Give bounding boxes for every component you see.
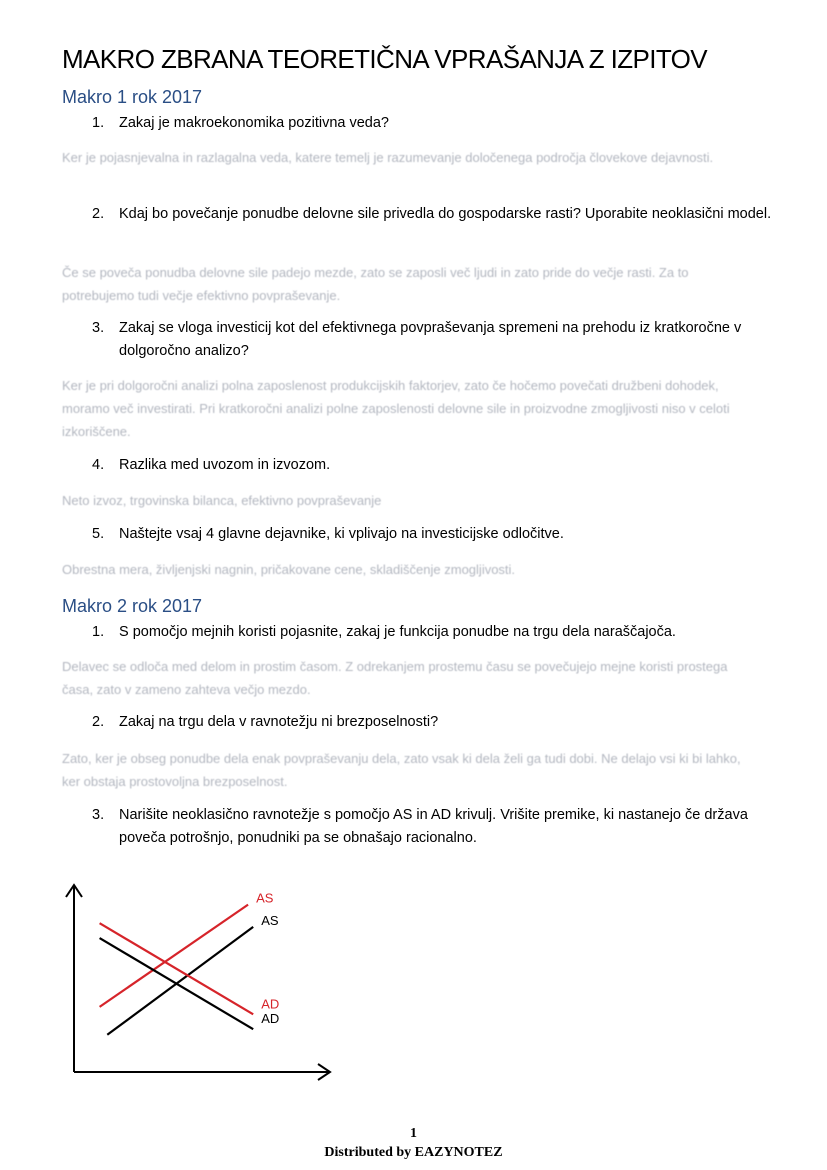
question-text: Naštejte vsaj 4 glavne dejavnike, ki vplivajo na investicijske odločitve. [119,526,564,542]
answer-text: Neto izvoz, trgovinska bilanca, efektivno povpraševanje [62,493,382,508]
question-text: Razlika med uvozom in izvozom. [119,457,331,473]
question-item [92,711,772,734]
question-number: 2. [92,206,105,222]
question-text: Zakaj se vloga investicij kot del efektivnega povpraševanja spremeni na prehodu iz kratkoročne v dolgoročno analizo? [119,320,742,359]
curve-label-ad-3: AD [261,1011,280,1027]
question-item [92,804,772,850]
question-number: 2. [92,714,105,730]
question-item [92,317,772,363]
section-title-makro-2: Makro 2 rok 2017 [62,596,203,616]
answer-text: Obrestna mera, življenjski nagnin, pričakovane cene, skladiščenje zmogljivosti. [62,562,516,577]
question-item [92,621,772,644]
question-item [92,523,772,546]
question-number: 1. [92,624,105,640]
document-title: MAKRO ZBRANA TEORETIČNA VPRAŠANJA Z IZPITOV [62,44,708,74]
question-text: Kdaj bo povečanje ponudbe delovne sile privedla do gospodarske rasti? Uporabite neoklasični model. [119,206,772,222]
answer-text: Če se poveča ponudba delovne sile padejo mezde, zato se zaposli več ljudi in zato pride do večje rasti. Za to potrebujemo tudi večje efektivno povpraševanje. [62,265,689,303]
question-number: 3. [92,320,105,336]
answer-text: Delavec se odloča med delom in prostim časom. Z odrekanjem prostemu času se povečujejo mejne koristi prostega časa, zato v zameno zahteva večjo mezdo. [62,659,728,697]
page-number: 1 [410,1126,417,1141]
distribution-footer: Distributed by EAZYNOTEZ [324,1145,503,1160]
curve-as-0 [100,905,248,1007]
curve-ad-3 [100,938,254,1029]
question-number: 3. [92,807,105,823]
question-number: 5. [92,526,105,542]
curve-label-as-0: AS [256,890,274,906]
as-ad-chart [60,870,360,1085]
curve-label-as-1: AS [261,912,279,928]
answer-text: Ker je pri dolgoročni analizi polna zaposlenost produkcijskih faktorjev, zato če hočemo povečati družbeni dohodek, moramo več investirati. Pri kratkoročni analizi polne zaposlenosti delovne sile in proizvodne zmogljivosti niso v celoti izkoriščene. [62,378,730,439]
section-title-makro-1: Makro 1 rok 2017 [62,87,203,107]
question-number: 4. [92,457,105,473]
question-text: Zakaj na trgu dela v ravnotežju ni brezposelnosti? [119,714,439,730]
answer-text: Zato, ker je obseg ponudbe dela enak povpraševanju dela, zato vsak ki dela želi ga tudi dobi. Ne delajo vsi ki bi lahko, ker obstaja prostovoljna brezposelnost. [62,751,741,789]
answer-text: Ker je pojasnjevalna in razlagalna veda, katere temelj je razumevanje določenega področja človekove dejavnosti. [62,150,714,165]
question-text: Narišite neoklasično ravnotežje s pomočjo AS in AD krivulj. Vrišite premike, ki nastanejo če država poveča potrošnjo, ponudniki pa se obnašajo racionalno. [119,807,748,846]
curve-as-1 [107,927,253,1035]
question-item [92,112,772,135]
question-text: Zakaj je makroekonomika pozitivna veda? [119,115,389,131]
question-number: 1. [92,115,105,131]
question-item [92,454,772,477]
curve-label-ad-2: AD [261,996,280,1012]
question-item [92,203,772,226]
curve-ad-2 [100,923,254,1014]
question-text: S pomočjo mejnih koristi pojasnite, zakaj je funkcija ponudbe na trgu dela naraščajoča. [119,624,676,640]
